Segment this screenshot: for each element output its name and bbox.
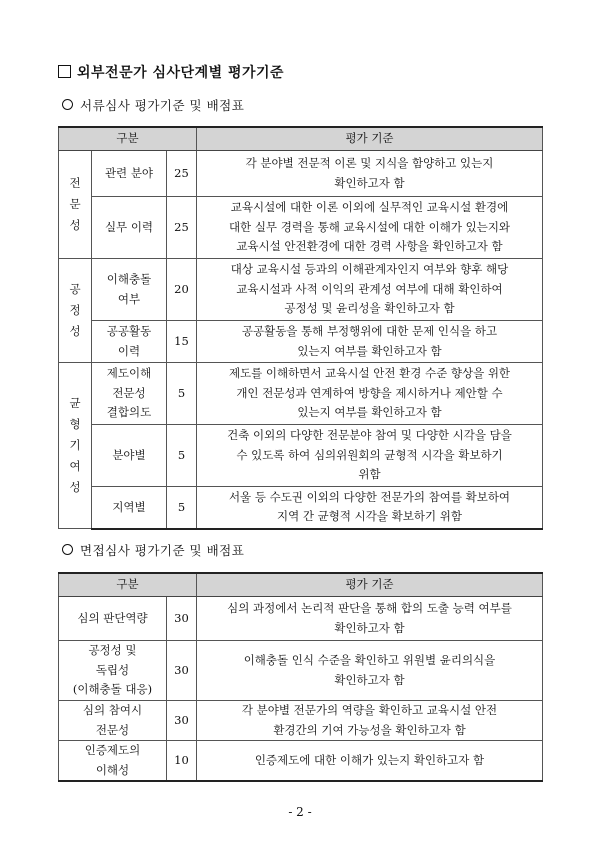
table-header-row — [59, 127, 543, 151]
interview-table — [58, 572, 543, 782]
score-cell: 5 — [167, 425, 197, 487]
group-label: 공 정 성 — [59, 259, 92, 363]
table-row — [59, 597, 543, 641]
criteria-cell: 교육시설에 대한 이론 이외에 실무적인 교육시설 환경에 대한 실무 경력을 통해 교육시설에 대한 이해가 있는지와 교육시설 안전환경에 대한 경력 사항을 확인하고자 함 — [197, 197, 543, 259]
criteria-cell: 각 분야별 전문가의 역량을 확인하고 교육시설 안전 환경간의 기여 가능성을 확인하고자 함 — [197, 701, 543, 741]
score-cell: 25 — [167, 197, 197, 259]
item-label: 이해충돌 여부 — [92, 259, 167, 321]
score-cell: 20 — [167, 259, 197, 321]
item-label: 분야별 — [92, 425, 167, 487]
table-row — [59, 487, 543, 529]
table-row — [59, 363, 543, 425]
circle-bullet-icon — [62, 99, 73, 110]
score-cell: 30 — [167, 597, 197, 641]
criteria-cell: 이해충돌 인식 수준을 확인하고 위원별 윤리의식을 확인하고자 함 — [197, 641, 543, 701]
item-label: 심의 참여시 전문성 — [59, 701, 167, 741]
table-row — [59, 641, 543, 701]
table-row — [59, 741, 543, 782]
item-label: 심의 판단역량 — [59, 597, 167, 641]
item-label: 인증제도의 이해성 — [59, 741, 167, 782]
score-cell: 30 — [167, 701, 197, 741]
table-header-row — [59, 573, 543, 597]
criteria-cell: 건축 이외의 다양한 전문분야 참여 및 다양한 시각을 담을 수 있도록 하여 심의위원회의 균형적 시각을 확보하기 위함 — [197, 425, 543, 487]
square-bullet-icon — [58, 65, 71, 78]
criteria-cell: 대상 교육시설 등과의 이해관계자인지 여부와 향후 해당 교육시설과 사적 이익의 관계성 여부에 대해 확인하여 공정성 및 윤리성을 확인하고자 함 — [197, 259, 543, 321]
document-screening-table — [58, 126, 543, 530]
table-row — [59, 701, 543, 741]
table-row — [59, 259, 543, 321]
criteria-cell: 인증제도에 대한 이해가 있는지 확인하고자 함 — [197, 741, 543, 782]
criteria-cell: 제도를 이해하면서 교육시설 안전 환경 수준 향상을 위한 개인 전문성과 연계하여 방향을 제시하거나 제안할 수 있는지 여부를 확인하고자 함 — [197, 363, 543, 425]
score-cell: 15 — [167, 321, 197, 363]
criteria-cell: 심의 과정에서 논리적 판단을 통해 합의 도출 능력 여부를 확인하고자 함 — [197, 597, 543, 641]
item-label: 실무 이력 — [92, 197, 167, 259]
header-criteria: 평가 기준 — [197, 573, 543, 597]
score-cell: 25 — [167, 151, 197, 197]
item-label: 지역별 — [92, 487, 167, 529]
score-cell: 10 — [167, 741, 197, 782]
section2-title: 면접심사 평가기준 및 배점표 — [62, 541, 244, 559]
item-label: 관련 분야 — [92, 151, 167, 197]
circle-bullet-icon — [62, 544, 73, 555]
header-category: 구분 — [59, 127, 197, 151]
header-category: 구분 — [59, 573, 197, 597]
group-label: 균 형 기 여 성 — [59, 363, 92, 529]
criteria-cell: 서울 등 수도권 이외의 다양한 전문가의 참여를 확보하여 지역 간 균형적 시각을 확보하기 위함 — [197, 487, 543, 529]
header-criteria: 평가 기준 — [197, 127, 543, 151]
item-label: 공공활동 이력 — [92, 321, 167, 363]
table-row — [59, 151, 543, 197]
section1-title: 서류심사 평가기준 및 배점표 — [62, 96, 244, 114]
page-heading: 외부전문가 심사단계별 평가기준 — [58, 62, 284, 82]
table-row — [59, 321, 543, 363]
item-label: 제도이해 전문성 결합의도 — [92, 363, 167, 425]
criteria-cell: 공공활동을 통해 부정행위에 대한 문제 인식을 하고 있는지 여부를 확인하고자 함 — [197, 321, 543, 363]
table-row — [59, 197, 543, 259]
criteria-cell: 각 분야별 전문적 이론 및 지식을 함양하고 있는지 확인하고자 함 — [197, 151, 543, 197]
score-cell: 5 — [167, 363, 197, 425]
group-label: 전 문 성 — [59, 151, 92, 259]
score-cell: 30 — [167, 641, 197, 701]
item-label: 공정성 및 독립성 (이해충돌 대응) — [59, 641, 167, 701]
page-number: - 2 - — [288, 805, 312, 819]
score-cell: 5 — [167, 487, 197, 529]
table-row — [59, 425, 543, 487]
